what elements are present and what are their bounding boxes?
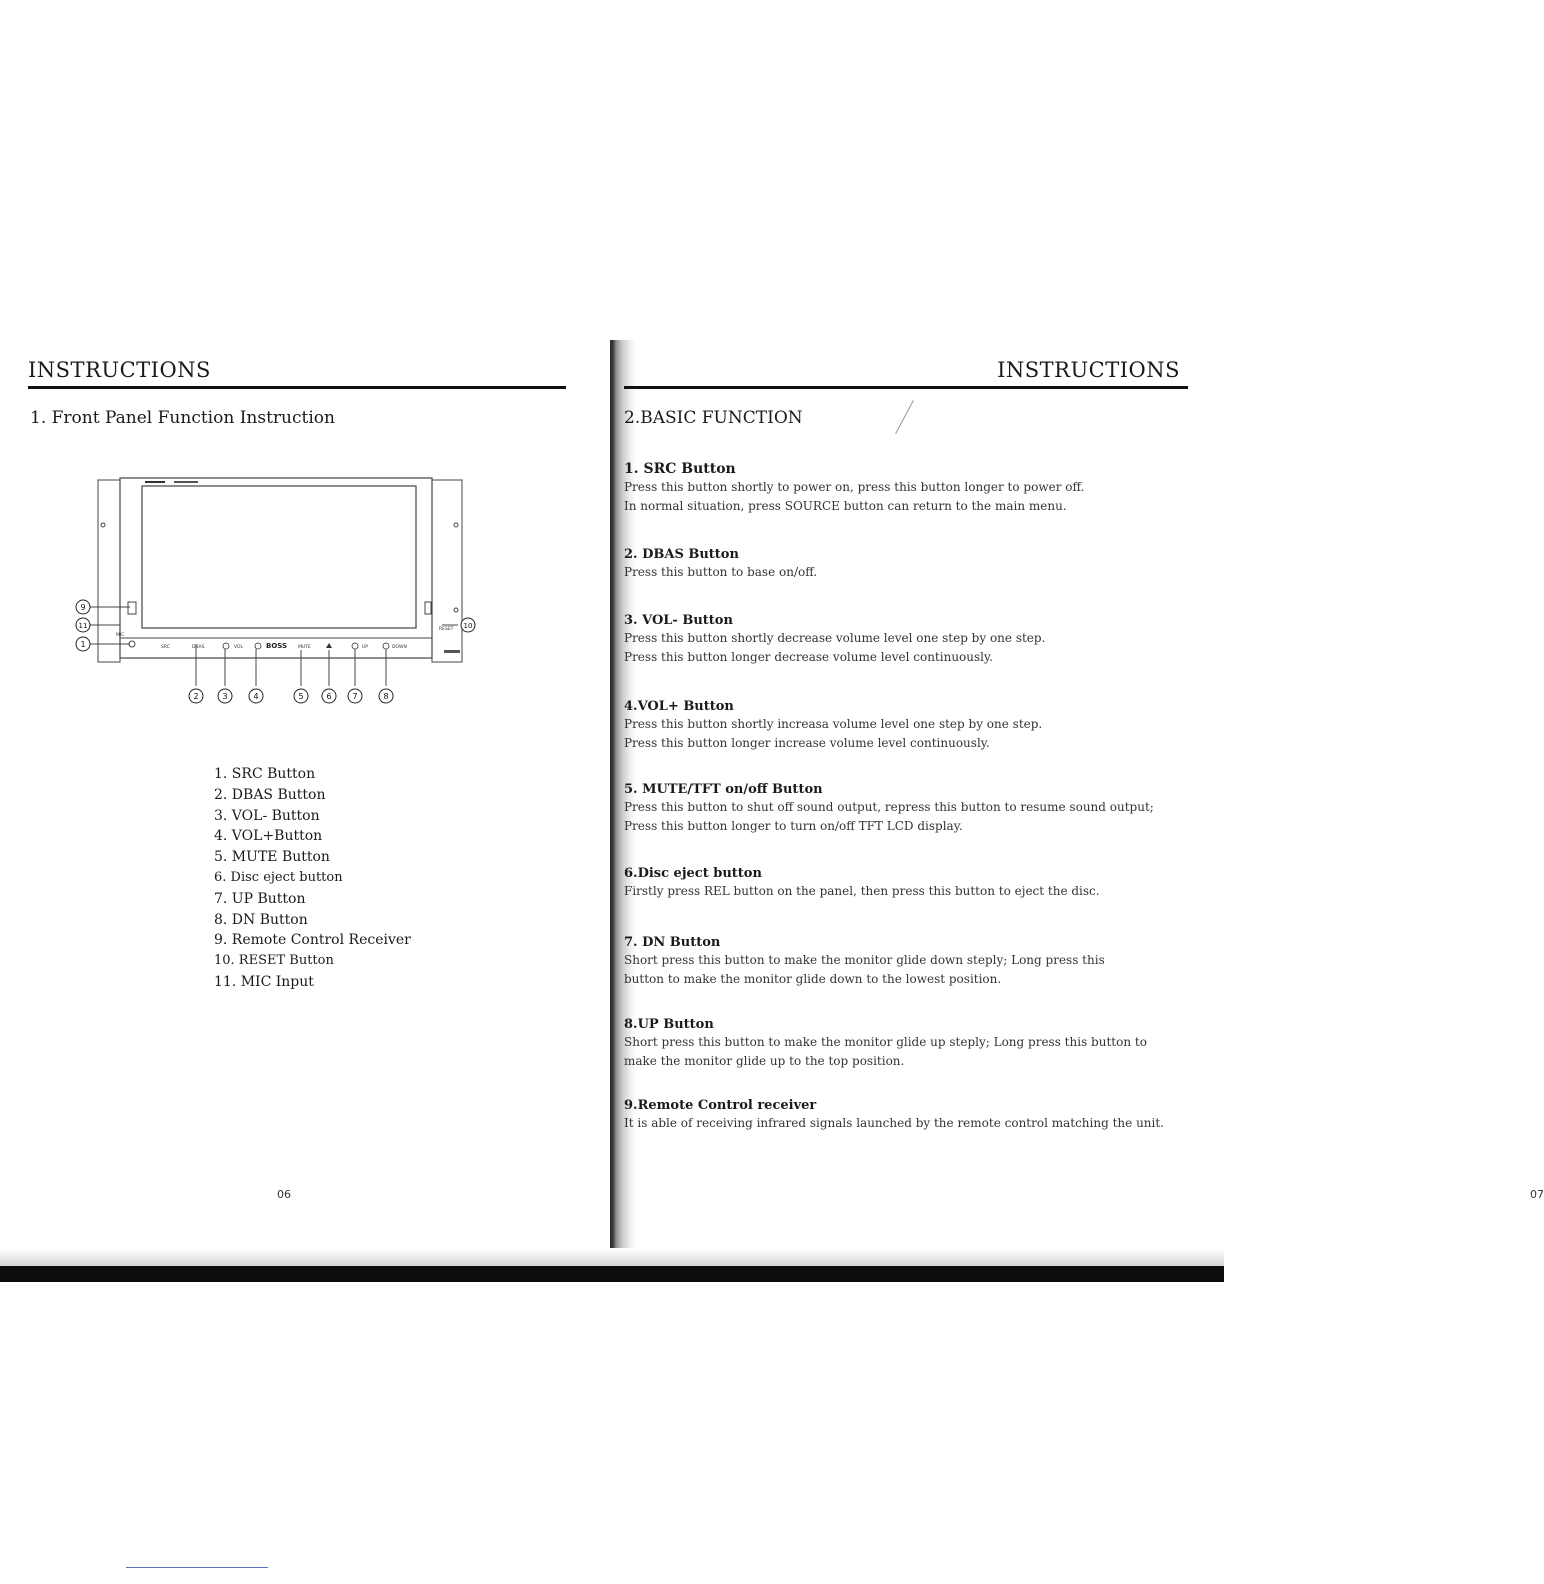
legend-item: 8. DN Button xyxy=(214,911,308,928)
function-vol-plus xyxy=(624,698,1184,752)
legend-item: 2. DBAS Button xyxy=(214,786,326,803)
scan-black-band xyxy=(0,1266,1224,1282)
right-header-rule xyxy=(624,386,1188,389)
scan-shadow xyxy=(0,1248,1224,1266)
lcd-screen xyxy=(142,486,416,628)
function-dbas xyxy=(624,546,1184,582)
function-title: 2. DBAS Button xyxy=(624,547,739,562)
front-panel-section-title: 1. Front Panel Function Instruction xyxy=(30,408,335,428)
panel-label-dbas: DBAS xyxy=(192,645,205,650)
left-page-number: 06 xyxy=(277,1188,291,1201)
left-header-rule xyxy=(28,386,566,389)
right-page-number: 07 xyxy=(1530,1188,1544,1201)
callout-3-label: 3 xyxy=(222,692,228,701)
function-line: Press this button to base on/off. xyxy=(624,565,818,579)
legend-item: 4. VOL+Button xyxy=(214,828,323,845)
callout-10-label: 10 xyxy=(463,622,473,630)
panel-label-up: UP xyxy=(362,645,369,650)
function-title: 6.Disc eject button xyxy=(624,866,762,881)
function-line: Press this button to shut off sound output, repress this button to resume sound output; xyxy=(624,800,1154,814)
panel-label-reset: RESET xyxy=(439,627,454,632)
function-up xyxy=(624,1016,1184,1070)
function-title: 5. MUTE/TFT on/off Button xyxy=(624,782,823,797)
panel-label-vol: VOL xyxy=(234,645,244,650)
function-line: Press this button longer to turn on/off TFT LCD display. xyxy=(624,818,963,833)
left-page xyxy=(0,0,614,1248)
panel-label-mic: MIC xyxy=(116,633,125,638)
function-title: 7. DN Button xyxy=(624,935,721,950)
function-title: 1. SRC Button xyxy=(624,461,736,477)
legend-item: 3. VOL- Button xyxy=(214,807,320,824)
callout-1-label: 1 xyxy=(80,640,86,649)
legend-item: 6. Disc eject button xyxy=(214,869,343,885)
function-line: Firstly press REL button on the panel, then press this button to eject the disc. xyxy=(624,884,1100,898)
legend-item: 11. MIC Input xyxy=(214,973,314,990)
panel-label-down: DOWN xyxy=(392,645,407,650)
function-src xyxy=(624,461,1184,515)
function-mute-tft xyxy=(624,781,1184,835)
function-line: Press this button shortly increasa volume level one step by one step. xyxy=(624,717,1043,731)
button-legend-list xyxy=(214,764,411,993)
right-bracket xyxy=(432,480,462,662)
function-line: Press this button longer decrease volume level continuously. xyxy=(624,649,993,664)
function-line: Press this button longer increase volume level continuously. xyxy=(624,735,990,750)
callout-5-label: 5 xyxy=(298,692,304,701)
right-page xyxy=(614,0,1544,1248)
legend-item: 10. RESET Button xyxy=(214,953,334,969)
right-header-title: INSTRUCTIONS xyxy=(997,358,1180,382)
function-title: 3. VOL- Button xyxy=(624,613,733,628)
callout-11-label: 11 xyxy=(78,622,88,630)
callout-7-label: 7 xyxy=(352,692,358,701)
panel-label-src: SRC xyxy=(161,645,170,650)
left-header-title: INSTRUCTIONS xyxy=(28,358,211,382)
panel-label-mute: MUTE xyxy=(298,645,311,650)
callout-8-label: 8 xyxy=(383,692,389,701)
legend-item: 7. UP Button xyxy=(214,890,306,907)
function-disc-eject xyxy=(624,865,1184,901)
function-line: button to make the monitor glide down to the lowest position. xyxy=(624,971,1002,986)
legend-item: 5. MUTE Button xyxy=(214,849,330,866)
callout-2-label: 2 xyxy=(193,692,199,701)
function-dn xyxy=(624,934,1184,988)
function-vol-minus xyxy=(624,612,1184,666)
function-remote-receiver xyxy=(624,1097,1184,1133)
front-panel-diagram xyxy=(70,470,490,710)
function-line: make the monitor glide up to the top position. xyxy=(624,1053,905,1068)
function-title: 8.UP Button xyxy=(624,1017,714,1032)
function-line: In normal situation, press SOURCE button can return to the main menu. xyxy=(624,498,1067,513)
function-line: Short press this button to make the monitor glide down steply; Long press this xyxy=(624,953,1105,967)
function-line: Short press this button to make the monitor glide up steply; Long press this button to xyxy=(624,1035,1147,1049)
panel-logo-boss: BOSS xyxy=(266,642,288,650)
legend-item: 1. SRC Button xyxy=(214,766,316,782)
callout-6-label: 6 xyxy=(326,692,332,701)
function-line: It is able of receiving infrared signals launched by the remote control matching the unit. xyxy=(624,1116,1164,1130)
scan-artifact-line xyxy=(126,1567,268,1568)
scan-bottom-edge xyxy=(0,1248,1224,1288)
function-title: 4.VOL+ Button xyxy=(624,699,734,714)
function-title: 9.Remote Control receiver xyxy=(624,1098,817,1113)
legend-item: 9. Remote Control Receiver xyxy=(214,932,411,949)
basic-function-section-title: 2.BASIC FUNCTION xyxy=(624,408,803,428)
function-line: Press this button shortly to power on, press this button longer to power off. xyxy=(624,480,1085,494)
function-line: Press this button shortly decrease volume level one step by one step. xyxy=(624,631,1046,645)
callout-9-label: 9 xyxy=(80,603,86,612)
callout-4-label: 4 xyxy=(253,692,259,701)
unit-frame xyxy=(120,478,432,658)
